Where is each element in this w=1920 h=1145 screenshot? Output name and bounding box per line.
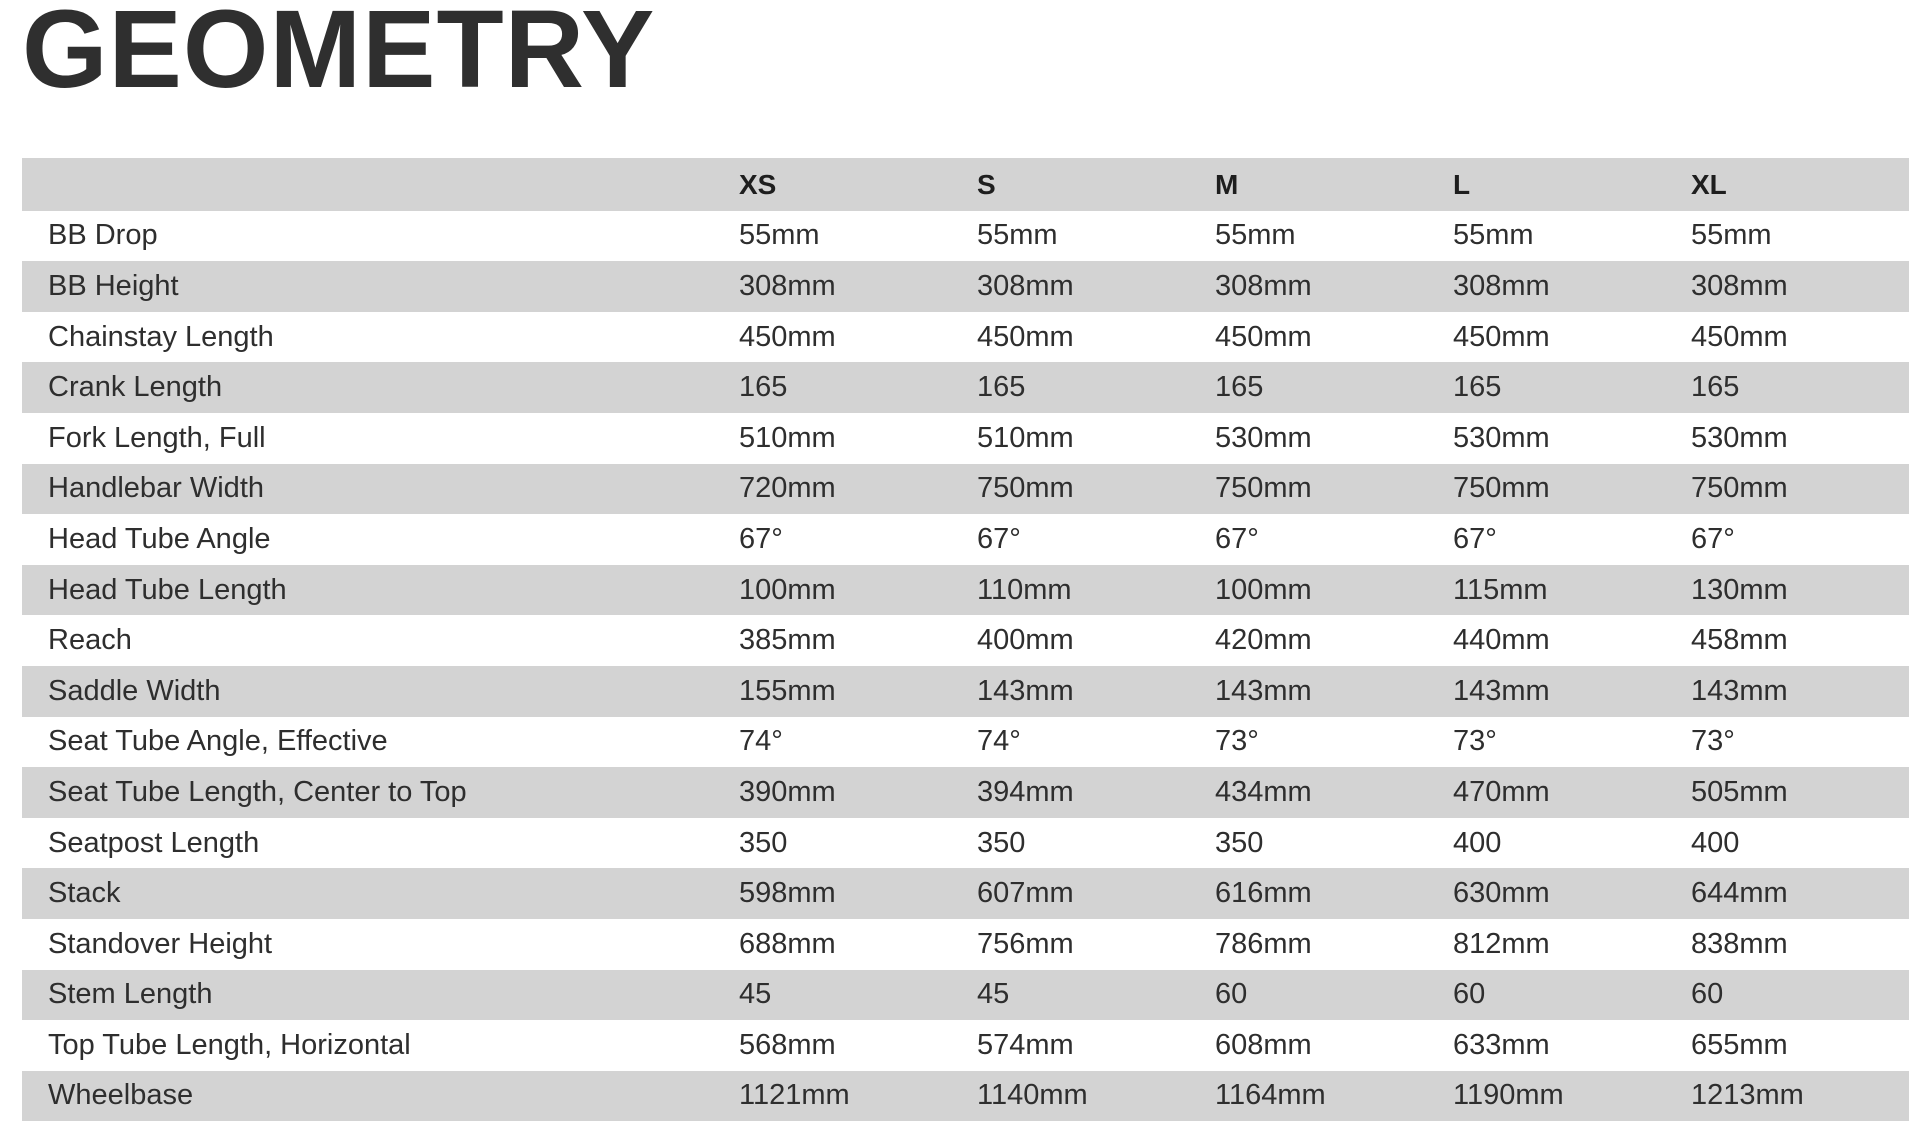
value-cell-s: 143mm [977,674,1074,707]
row-label: Seat Tube Angle, Effective [48,725,388,758]
value-cell-m: 1164mm [1215,1079,1326,1112]
value-cell-m: 530mm [1215,421,1312,454]
table-row [22,767,1909,818]
table-row [22,1071,1909,1122]
value-cell-xl: 838mm [1691,927,1788,960]
value-cell-xl: 644mm [1691,877,1788,910]
table-row [22,919,1909,970]
value-cell-m: 450mm [1215,320,1312,353]
value-cell-l: 1190mm [1453,1079,1564,1112]
value-cell-s: 394mm [977,775,1074,808]
value-cell-xs: 385mm [739,624,836,657]
size-header-l: L [1453,169,1471,201]
value-cell-m: 420mm [1215,624,1312,657]
value-cell-l: 450mm [1453,320,1550,353]
value-cell-l: 440mm [1453,624,1550,657]
row-label: Stem Length [48,978,213,1011]
value-cell-xl: 400 [1691,826,1740,859]
value-cell-xl: 165 [1691,371,1740,404]
value-cell-xl: 750mm [1691,472,1788,505]
value-cell-m: 73° [1215,725,1259,758]
table-row [22,362,1909,413]
value-cell-m: 786mm [1215,927,1312,960]
value-cell-l: 67° [1453,522,1497,555]
page-title: GEOMETRY [22,0,656,111]
row-label: Chainstay Length [48,320,274,353]
value-cell-xl: 130mm [1691,573,1788,606]
row-label: BB Height [48,269,179,302]
value-cell-s: 750mm [977,472,1074,505]
value-cell-s: 55mm [977,219,1058,252]
value-cell-m: 165 [1215,371,1264,404]
value-cell-xs: 155mm [739,674,836,707]
value-cell-xs: 568mm [739,1028,836,1061]
value-cell-s: 450mm [977,320,1074,353]
row-label: Crank Length [48,371,223,404]
value-cell-l: 55mm [1453,219,1534,252]
row-label: Head Tube Angle [48,522,271,555]
table-row [22,261,1909,312]
value-cell-m: 434mm [1215,775,1312,808]
value-cell-m: 55mm [1215,219,1296,252]
value-cell-s: 574mm [977,1028,1074,1061]
table-row [22,666,1909,717]
value-cell-l: 750mm [1453,472,1550,505]
value-cell-xs: 308mm [739,269,836,302]
geometry-table [22,158,1909,1121]
value-cell-xl: 530mm [1691,421,1788,454]
value-cell-l: 143mm [1453,674,1550,707]
table-row [22,413,1909,464]
row-label: Head Tube Length [48,573,287,606]
value-cell-m: 350 [1215,826,1264,859]
value-cell-xs: 67° [739,522,783,555]
row-label: Saddle Width [48,674,221,707]
value-cell-l: 115mm [1453,573,1548,606]
header-label-cell [22,158,739,211]
value-cell-xs: 100mm [739,573,836,606]
value-cell-s: 756mm [977,927,1074,960]
table-row [22,717,1909,768]
table-body [22,211,1909,1122]
value-cell-xs: 450mm [739,320,836,353]
table-header-row [22,158,1909,211]
value-cell-xl: 458mm [1691,624,1788,657]
table-row [22,565,1909,616]
value-cell-xl: 60 [1691,978,1724,1011]
row-label: Seatpost Length [48,826,260,859]
value-cell-m: 308mm [1215,269,1312,302]
table-row [22,514,1909,565]
value-cell-l: 165 [1453,371,1502,404]
value-cell-xl: 73° [1691,725,1735,758]
table-row [22,868,1909,919]
value-cell-m: 608mm [1215,1028,1312,1061]
value-cell-l: 60 [1453,978,1486,1011]
value-cell-s: 1140mm [977,1079,1088,1112]
table-row [22,312,1909,363]
value-cell-m: 67° [1215,522,1259,555]
table-row [22,818,1909,869]
value-cell-m: 143mm [1215,674,1312,707]
value-cell-l: 530mm [1453,421,1550,454]
value-cell-s: 607mm [977,877,1074,910]
value-cell-xl: 450mm [1691,320,1788,353]
value-cell-xs: 74° [739,725,783,758]
value-cell-xs: 55mm [739,219,820,252]
row-label: Wheelbase [48,1079,194,1112]
value-cell-xl: 55mm [1691,219,1772,252]
value-cell-m: 60 [1215,978,1248,1011]
value-cell-s: 308mm [977,269,1074,302]
table-row [22,615,1909,666]
value-cell-m: 750mm [1215,472,1312,505]
row-label: BB Drop [48,219,158,252]
value-cell-s: 110mm [977,573,1072,606]
value-cell-xs: 390mm [739,775,836,808]
value-cell-l: 633mm [1453,1028,1550,1061]
value-cell-l: 470mm [1453,775,1550,808]
value-cell-s: 165 [977,371,1026,404]
value-cell-s: 400mm [977,624,1074,657]
value-cell-m: 616mm [1215,877,1312,910]
value-cell-xs: 720mm [739,472,836,505]
value-cell-l: 812mm [1453,927,1550,960]
size-header-xl: XL [1691,169,1727,201]
value-cell-xl: 505mm [1691,775,1788,808]
value-cell-s: 67° [977,522,1021,555]
row-label: Stack [48,877,121,910]
value-cell-xl: 143mm [1691,674,1788,707]
row-label: Seat Tube Length, Center to Top [48,775,467,808]
table-row [22,1020,1909,1071]
row-label: Top Tube Length, Horizontal [48,1028,411,1061]
value-cell-xs: 598mm [739,877,836,910]
value-cell-xl: 67° [1691,522,1735,555]
row-label: Standover Height [48,927,273,960]
value-cell-xs: 165 [739,371,788,404]
value-cell-s: 350 [977,826,1026,859]
value-cell-xs: 350 [739,826,788,859]
value-cell-xl: 308mm [1691,269,1788,302]
table-row [22,211,1909,262]
value-cell-xl: 655mm [1691,1028,1788,1061]
value-cell-xs: 1121mm [739,1079,850,1112]
value-cell-m: 100mm [1215,573,1312,606]
size-header-m: M [1215,169,1239,201]
value-cell-xs: 45 [739,978,772,1011]
row-label: Fork Length, Full [48,421,266,454]
table-row [22,464,1909,515]
value-cell-l: 308mm [1453,269,1550,302]
size-header-s: S [977,169,996,201]
value-cell-l: 630mm [1453,877,1550,910]
value-cell-l: 400 [1453,826,1502,859]
table-row [22,970,1909,1021]
value-cell-s: 74° [977,725,1021,758]
value-cell-xs: 510mm [739,421,836,454]
row-label: Reach [48,624,132,657]
value-cell-xl: 1213mm [1691,1079,1804,1112]
value-cell-s: 510mm [977,421,1074,454]
value-cell-l: 73° [1453,725,1497,758]
size-header-xs: XS [739,169,777,201]
value-cell-s: 45 [977,978,1010,1011]
row-label: Handlebar Width [48,472,264,505]
value-cell-xs: 688mm [739,927,836,960]
